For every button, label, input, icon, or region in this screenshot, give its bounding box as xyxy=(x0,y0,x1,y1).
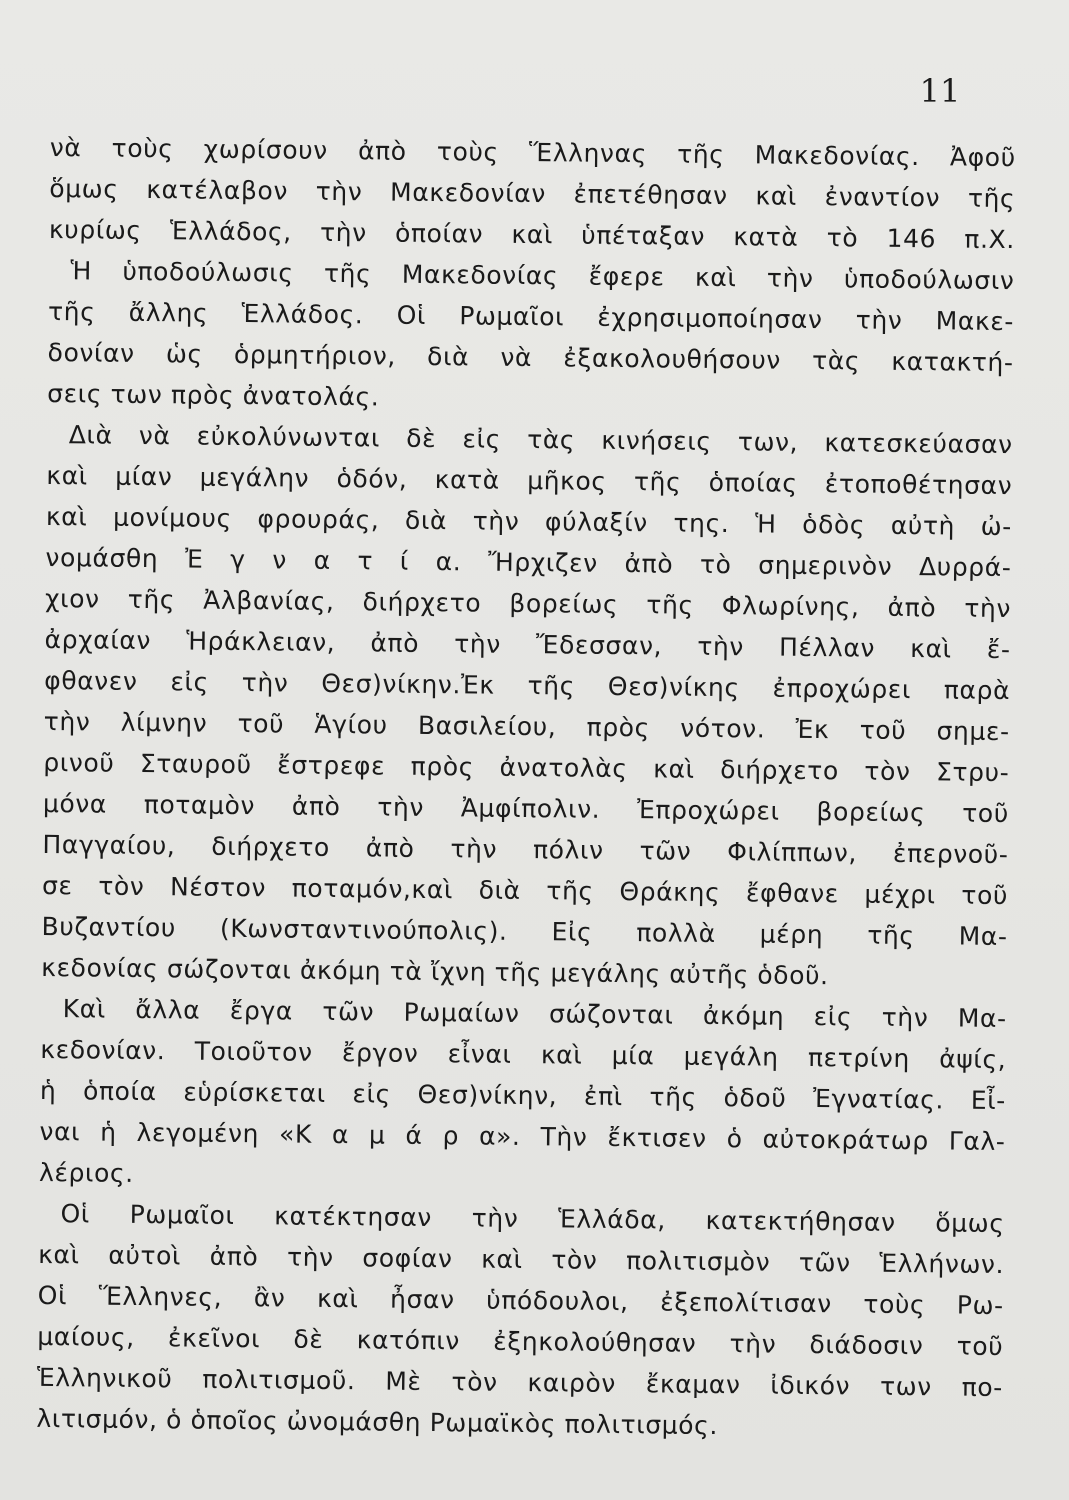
text-line: κυρίως Ἑλλάδος, τὴν ὁποίαν καὶ ὑπέταξαν κατὰ τὸ 146 π.Χ. xyxy=(48,214,1016,255)
text-line: ρινοῦ Σταυροῦ ἔστρεφε πρὸς ἀνατολὰς καὶ διήρχετο τὸν Στρυ- xyxy=(43,747,1010,788)
text-line: μόνα ποταμὸν ἀπὸ τὴν Ἀμφίπολιν. Ἐπροχώρει βορείως τοῦ xyxy=(42,788,1010,829)
body-text xyxy=(36,127,1016,1449)
text-line: λιτισμόν, ὁ ὁποῖος ὠνομάσθη Ρωμαϊκὸς πολιτισμός. xyxy=(36,1403,719,1441)
text-line: Ἑλληνικοῦ πολιτισμοῦ. Μὲ τὸν καιρὸν ἔκαμαν ἰδικόν των πο- xyxy=(36,1362,1004,1403)
text-line: Οἱ Ρωμαῖοι κατέκτησαν τὴν Ἑλλάδα, κατεκτήθησαν ὅμως xyxy=(60,1199,1005,1239)
text-line: καὶ μονίμους φρουράς, διὰ τὴν φύλαξίν της. Ἡ ὁδὸς αὐτὴ ὠ- xyxy=(45,501,1013,542)
text-line: ἡ ὁποία εὑρίσκεται εἰς Θεσ)νίκην, ἐπὶ τῆς ὁδοῦ Ἐγνατίας. Εἶ- xyxy=(39,1075,1007,1116)
text-line: λέριος. xyxy=(38,1157,134,1188)
text-line: Βυζαντίου (Κωνσταντινούπολις). Εἰς πολλὰ μέρη τῆς Μα- xyxy=(41,911,1008,952)
text-line: δονίαν ὡς ὁρμητήριον, διὰ νὰ ἐξακολουθήσουν τὰς κατακτή- xyxy=(47,337,1014,378)
text-line: ναι ἡ λεγομένη «Κ α μ ά ρ α». Τὴν ἔκτισεν ὁ αὐτοκράτωρ Γαλ- xyxy=(39,1116,1006,1157)
text-line: κεδονίαν. Τοιοῦτον ἔργον εἶναι καὶ μία μεγάλη πετρίνη ἀψίς, xyxy=(40,1034,1007,1075)
text-line: τὴν λίμνην τοῦ Ἁγίου Βασιλείου, πρὸς νότον. Ἐκ τοῦ σημε- xyxy=(43,706,1010,747)
text-line: χιον τῆς Ἀλβανίας, διήρχετο βορείως τῆς Φλωρίνης, ἀπὸ τὴν xyxy=(44,583,1012,624)
text-line: Οἱ Ἕλληνες, ἂν καὶ ἦσαν ὑπόδουλοι, ἐξεπολίτισαν τοὺς Ρω- xyxy=(37,1280,1004,1321)
text-line: νὰ τοὺς χωρίσουν ἀπὸ τοὺς Ἕλληνας τῆς Μακεδονίας. Ἀφοῦ xyxy=(49,132,1016,173)
text-line: ὅμως κατέλαβον τὴν Μακεδονίαν ἐπετέθησαν καὶ ἐναντίον τῆς xyxy=(49,173,1016,214)
text-line: καὶ αὐτοὶ ἀπὸ τὴν σοφίαν καὶ τὸν πολιτισμὸν τῶν Ἑλλήνων. xyxy=(38,1239,1005,1280)
text-line: σεις των πρὸς ἀνατολάς. xyxy=(47,378,380,412)
text-line: Καὶ ἄλλα ἔργα τῶν Ρωμαίων σώζονται ἀκόμη εἰς τὴν Μα- xyxy=(62,994,1007,1034)
text-line: Διὰ νὰ εὐκολύνωνται δὲ εἰς τὰς κινήσεις των, κατεσκεύασαν xyxy=(68,420,1013,460)
text-line: Ἡ ὑποδούλωσις τῆς Μακεδονίας ἔφερε καὶ τὴν ὑποδούλωσιν xyxy=(70,256,1015,296)
text-line: μαίους, ἐκεῖνοι δὲ κατόπιν ἐξηκολούθησαν τὴν διάδοσιν τοῦ xyxy=(37,1321,1004,1362)
text-line: καὶ μίαν μεγάλην ὁδόν, κατὰ μῆκος τῆς ὁποίας ἐτοποθέτησαν xyxy=(46,460,1013,501)
page-number: 11 xyxy=(919,72,961,110)
text-line: νομάσθη Ἐ γ ν α τ ί α. Ἤρχιζεν ἀπὸ τὸ σημερινὸν Δυρρά- xyxy=(45,542,1012,583)
text-line: τῆς ἄλλης Ἑλλάδος. Οἱ Ρωμαῖοι ἐχρησιμοποίησαν τὴν Μακε- xyxy=(47,296,1015,337)
text-line: φθανεν εἰς τὴν Θεσ)νίκην.Ἐκ τῆς Θεσ)νίκης ἐπροχώρει παρὰ xyxy=(44,665,1011,706)
text-line: Παγγαίου, διήρχετο ἀπὸ τὴν πόλιν τῶν Φιλίππων, ἐπερνοῦ- xyxy=(42,829,1009,870)
text-line: κεδονίας σώζονται ἀκόμη τὰ ἴχνη τῆς μεγάλης αὐτῆς ὁδοῦ. xyxy=(41,952,829,991)
text-line: ἀρχαίαν Ἡράκλειαν, ἀπὸ τὴν Ἔδεσσαν, τὴν Πέλλαν καὶ ἔ- xyxy=(44,624,1011,665)
text-line: σε τὸν Νέστον ποταμόν,καὶ διὰ τῆς Θράκης ἔφθανε μέχρι τοῦ xyxy=(41,870,1009,911)
